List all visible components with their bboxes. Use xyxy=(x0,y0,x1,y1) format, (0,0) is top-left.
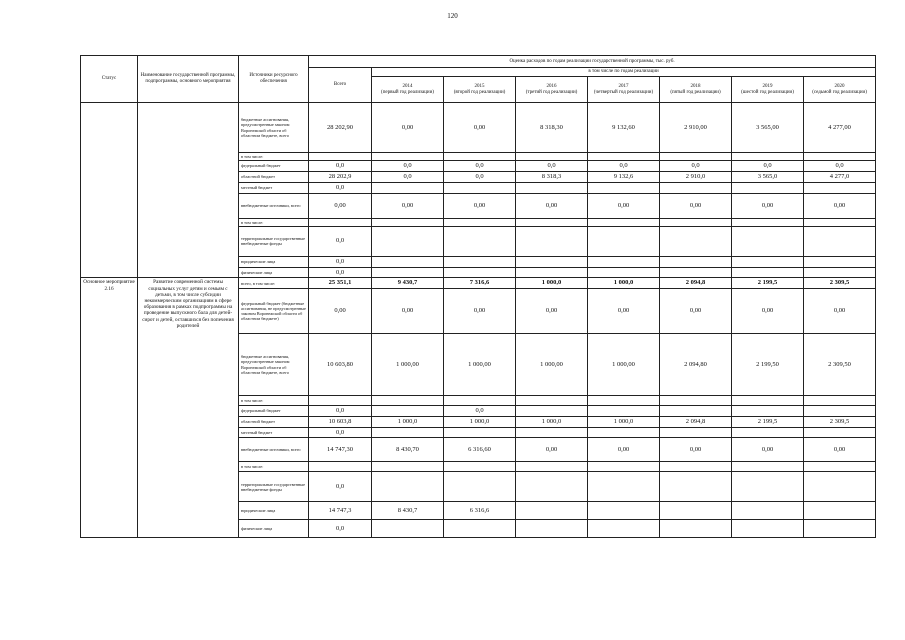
value-cell xyxy=(660,256,732,267)
value-cell: 7 316,6 xyxy=(444,278,516,289)
total-cell: 0,0 xyxy=(309,256,372,267)
value-cell xyxy=(804,182,876,193)
total-cell: 0,00 xyxy=(309,289,372,334)
header-by-years: в том числе по годам реализации xyxy=(372,68,876,77)
value-cell xyxy=(444,520,516,538)
value-cell: 0,00 xyxy=(732,289,804,334)
header-status: Статус xyxy=(81,56,138,103)
header-year-value: 2018 xyxy=(690,83,701,89)
source-cell: физические лица xyxy=(239,520,309,538)
total-cell: 0,0 xyxy=(309,472,372,502)
value-cell xyxy=(444,182,516,193)
value-cell xyxy=(804,520,876,538)
value-cell xyxy=(444,226,516,256)
value-cell: 0,0 xyxy=(804,161,876,172)
value-cell xyxy=(516,182,588,193)
value-cell xyxy=(516,256,588,267)
value-cell: 3 565,0 xyxy=(732,171,804,182)
value-cell xyxy=(516,396,588,406)
value-cell xyxy=(588,182,660,193)
source-cell: областной бюджет xyxy=(239,416,309,427)
value-cell: 0,00 xyxy=(660,289,732,334)
source-cell: внебюджетные источники, всего xyxy=(239,438,309,462)
budget-table xyxy=(80,55,876,538)
total-cell: 10 603,8 xyxy=(309,416,372,427)
value-cell xyxy=(804,396,876,406)
value-cell xyxy=(588,226,660,256)
total-cell: 28 202,90 xyxy=(309,103,372,153)
source-cell: областной бюджет xyxy=(239,171,309,182)
value-cell: 1 000,0 xyxy=(516,416,588,427)
value-cell xyxy=(804,267,876,278)
page-number: 120 xyxy=(447,12,458,20)
value-cell: 2 094,8 xyxy=(660,416,732,427)
value-cell: 1 000,00 xyxy=(444,334,516,396)
value-cell xyxy=(588,462,660,472)
value-cell xyxy=(588,520,660,538)
value-cell xyxy=(372,226,444,256)
header-year-2014 xyxy=(372,77,444,103)
value-cell: 2 309,5 xyxy=(804,416,876,427)
value-cell xyxy=(588,256,660,267)
value-cell xyxy=(372,520,444,538)
value-cell xyxy=(516,472,588,502)
value-cell xyxy=(444,267,516,278)
value-cell xyxy=(516,406,588,417)
header-year-value: 2015 xyxy=(474,83,485,89)
value-cell xyxy=(588,396,660,406)
value-cell xyxy=(660,396,732,406)
name-cell-empty xyxy=(138,103,239,278)
value-cell: 2 309,50 xyxy=(804,334,876,396)
value-cell: 0,00 xyxy=(588,438,660,462)
header-source: Источники ресурсного обеспечения xyxy=(239,56,309,103)
source-cell: юридические лица xyxy=(239,256,309,267)
header-estimate: Оценка расходов по годам реализации государственной программы, тыс. руб. xyxy=(309,56,876,68)
total-cell: 0,0 xyxy=(309,520,372,538)
value-cell xyxy=(732,472,804,502)
status-cell-empty xyxy=(81,103,138,278)
value-cell xyxy=(588,472,660,502)
value-cell xyxy=(516,520,588,538)
value-cell: 2 910,00 xyxy=(660,103,732,153)
value-cell: 0,00 xyxy=(804,193,876,218)
source-cell: местный бюджет xyxy=(239,182,309,193)
source-cell: федеральный бюджет (бюджетные ассигнования, не предусмотренные законом Воронежской области об областном бюджете) xyxy=(239,289,309,334)
value-cell: 6 316,6 xyxy=(444,502,516,520)
value-cell xyxy=(516,226,588,256)
value-cell: 0,00 xyxy=(372,289,444,334)
value-cell: 0,00 xyxy=(444,193,516,218)
name-cell: Развитие современной системы социальных услуг детям и семьям с детьми, в том числе субсидии некоммерческим организациям в сфере образования в рамках подпрограммы на проведение выпускного бала для детей-сирот и детей, оставшихся без попечения родителей xyxy=(138,278,239,538)
value-cell: 1 000,00 xyxy=(372,334,444,396)
value-cell: 1 000,00 xyxy=(588,334,660,396)
value-cell xyxy=(372,256,444,267)
header-year-2019 xyxy=(732,77,804,103)
value-cell: 0,00 xyxy=(444,289,516,334)
value-cell xyxy=(804,427,876,438)
value-cell xyxy=(660,520,732,538)
value-cell: 0,0 xyxy=(372,161,444,172)
value-cell xyxy=(516,267,588,278)
total-cell: 14 747,3 xyxy=(309,502,372,520)
value-cell xyxy=(588,502,660,520)
source-cell: территориальные государственные внебюджетные фонды xyxy=(239,472,309,502)
value-cell xyxy=(660,462,732,472)
value-cell: 0,00 xyxy=(516,289,588,334)
value-cell xyxy=(804,226,876,256)
value-cell xyxy=(732,218,804,226)
header-total: Всего xyxy=(309,68,372,103)
value-cell: 0,0 xyxy=(660,161,732,172)
value-cell xyxy=(732,427,804,438)
value-cell xyxy=(804,406,876,417)
source-cell: внебюджетные источники, всего xyxy=(239,193,309,218)
total-cell: 0,0 xyxy=(309,427,372,438)
total-cell xyxy=(309,218,372,226)
source-cell: бюджетные ассигнования, предусмотренные законом Воронежской области об областном бюджете, всего xyxy=(239,103,309,153)
value-cell: 0,0 xyxy=(444,406,516,417)
header-year-2016 xyxy=(516,77,588,103)
value-cell: 3 565,00 xyxy=(732,103,804,153)
value-cell xyxy=(732,153,804,161)
value-cell xyxy=(804,472,876,502)
value-cell xyxy=(732,520,804,538)
value-cell xyxy=(444,256,516,267)
value-cell: 0,0 xyxy=(372,171,444,182)
value-cell xyxy=(516,218,588,226)
value-cell: 0,00 xyxy=(588,289,660,334)
header-year-2018 xyxy=(660,77,732,103)
value-cell: 0,00 xyxy=(444,103,516,153)
header-year-value: 2016 xyxy=(546,83,557,89)
value-cell xyxy=(732,267,804,278)
value-cell xyxy=(804,153,876,161)
value-cell xyxy=(444,153,516,161)
total-cell xyxy=(309,396,372,406)
value-cell: 0,00 xyxy=(660,438,732,462)
value-cell: 2 199,50 xyxy=(732,334,804,396)
total-cell: 0,0 xyxy=(309,182,372,193)
header-year-label: (седьмой год реализации) xyxy=(812,89,867,95)
total-cell: 0,00 xyxy=(309,193,372,218)
value-cell xyxy=(732,182,804,193)
total-cell: 10 603,80 xyxy=(309,334,372,396)
value-cell: 8 430,70 xyxy=(372,438,444,462)
value-cell: 0,00 xyxy=(732,193,804,218)
value-cell xyxy=(372,427,444,438)
header-year-label: (первый год реализации) xyxy=(381,89,434,95)
source-cell: в том числе: xyxy=(239,462,309,472)
header-year-value: 2017 xyxy=(618,83,629,89)
header-year-label: (четвертый год реализации) xyxy=(593,89,654,95)
value-cell xyxy=(516,153,588,161)
source-cell: в том числе: xyxy=(239,218,309,226)
value-cell xyxy=(516,502,588,520)
value-cell xyxy=(444,218,516,226)
value-cell xyxy=(372,472,444,502)
value-cell: 0,0 xyxy=(516,161,588,172)
value-cell xyxy=(588,406,660,417)
value-cell xyxy=(588,218,660,226)
value-cell xyxy=(732,502,804,520)
source-cell: физические лица xyxy=(239,267,309,278)
value-cell xyxy=(588,153,660,161)
total-cell: 0,0 xyxy=(309,406,372,417)
value-cell: 2 199,5 xyxy=(732,278,804,289)
status-cell: Основное мероприятие 2.16 xyxy=(81,278,138,538)
value-cell: 0,00 xyxy=(804,438,876,462)
header-year-label: (шестой год реализации) xyxy=(741,89,794,95)
value-cell xyxy=(732,462,804,472)
total-cell xyxy=(309,462,372,472)
source-cell: федеральный бюджет xyxy=(239,406,309,417)
header-year-label: (второй год реализации) xyxy=(453,89,506,95)
value-cell xyxy=(444,472,516,502)
source-cell: в том числе: xyxy=(239,153,309,161)
header-year-value: 2019 xyxy=(762,83,773,89)
value-cell: 9 430,7 xyxy=(372,278,444,289)
value-cell xyxy=(804,218,876,226)
value-cell: 9 132,60 xyxy=(588,103,660,153)
value-cell: 1 000,0 xyxy=(588,278,660,289)
value-cell: 0,00 xyxy=(660,193,732,218)
value-cell xyxy=(372,267,444,278)
value-cell xyxy=(804,256,876,267)
value-cell xyxy=(732,256,804,267)
value-cell xyxy=(732,226,804,256)
header-year-value: 2014 xyxy=(402,83,413,89)
header-year-value: 2020 xyxy=(834,83,845,89)
value-cell xyxy=(372,153,444,161)
value-cell: 2 199,5 xyxy=(732,416,804,427)
value-cell xyxy=(660,218,732,226)
total-cell: 0,0 xyxy=(309,267,372,278)
source-cell: местный бюджет xyxy=(239,427,309,438)
value-cell: 0,00 xyxy=(804,289,876,334)
value-cell: 8 318,30 xyxy=(516,103,588,153)
value-cell xyxy=(516,427,588,438)
value-cell: 0,0 xyxy=(732,161,804,172)
value-cell: 8 318,3 xyxy=(516,171,588,182)
value-cell: 2 910,0 xyxy=(660,171,732,182)
value-cell: 2 309,5 xyxy=(804,278,876,289)
value-cell: 1 000,00 xyxy=(516,334,588,396)
value-cell xyxy=(588,427,660,438)
value-cell: 0,0 xyxy=(444,171,516,182)
value-cell xyxy=(660,226,732,256)
total-cell xyxy=(309,153,372,161)
value-cell: 4 277,00 xyxy=(804,103,876,153)
total-cell: 0,0 xyxy=(309,161,372,172)
source-cell: федеральный бюджет xyxy=(239,161,309,172)
header-year-2015 xyxy=(444,77,516,103)
value-cell: 9 132,6 xyxy=(588,171,660,182)
value-cell xyxy=(660,502,732,520)
value-cell: 0,00 xyxy=(732,438,804,462)
value-cell xyxy=(732,396,804,406)
value-cell xyxy=(444,427,516,438)
value-cell xyxy=(372,182,444,193)
header-year-label: (третий год реализации) xyxy=(525,89,578,95)
value-cell xyxy=(444,462,516,472)
total-cell: 25 351,1 xyxy=(309,278,372,289)
value-cell: 0,00 xyxy=(516,438,588,462)
value-cell: 6 316,60 xyxy=(444,438,516,462)
value-cell xyxy=(444,396,516,406)
value-cell xyxy=(372,406,444,417)
value-cell: 2 094,8 xyxy=(660,278,732,289)
value-cell: 0,00 xyxy=(372,193,444,218)
value-cell xyxy=(732,406,804,417)
value-cell xyxy=(372,462,444,472)
value-cell xyxy=(660,182,732,193)
source-cell: бюджетные ассигнования, предусмотренные законом Воронежской области об областном бюджете, всего xyxy=(239,334,309,396)
value-cell: 1 000,0 xyxy=(444,416,516,427)
value-cell: 2 094,80 xyxy=(660,334,732,396)
table-row xyxy=(81,103,876,153)
value-cell xyxy=(660,472,732,502)
value-cell: 0,0 xyxy=(588,161,660,172)
header-year-2020 xyxy=(804,77,876,103)
value-cell: 0,00 xyxy=(372,103,444,153)
total-cell: 14 747,30 xyxy=(309,438,372,462)
value-cell xyxy=(660,153,732,161)
header-year-label: (пятый год реализации) xyxy=(670,89,721,95)
value-cell xyxy=(372,218,444,226)
value-cell xyxy=(660,267,732,278)
value-cell: 0,00 xyxy=(588,193,660,218)
total-cell: 28 202,9 xyxy=(309,171,372,182)
total-cell: 0,0 xyxy=(309,226,372,256)
value-cell: 1 000,0 xyxy=(372,416,444,427)
source-cell: в том числе: xyxy=(239,396,309,406)
source-cell: всего, в том числе: xyxy=(239,278,309,289)
value-cell: 0,00 xyxy=(516,193,588,218)
value-cell xyxy=(804,502,876,520)
header-year-2017 xyxy=(588,77,660,103)
source-cell: юридические лица xyxy=(239,502,309,520)
source-cell: территориальные государственные внебюджетные фонды xyxy=(239,226,309,256)
value-cell: 1 000,0 xyxy=(516,278,588,289)
value-cell: 0,0 xyxy=(444,161,516,172)
value-cell xyxy=(372,396,444,406)
value-cell xyxy=(588,267,660,278)
value-cell: 4 277,0 xyxy=(804,171,876,182)
value-cell xyxy=(516,462,588,472)
value-cell xyxy=(660,427,732,438)
header-name: Наименование государственной программы, подпрограммы, основного мероприятия xyxy=(138,56,239,103)
value-cell: 8 430,7 xyxy=(372,502,444,520)
value-cell xyxy=(660,406,732,417)
table-row xyxy=(81,278,876,289)
value-cell xyxy=(804,462,876,472)
value-cell: 1 000,0 xyxy=(588,416,660,427)
